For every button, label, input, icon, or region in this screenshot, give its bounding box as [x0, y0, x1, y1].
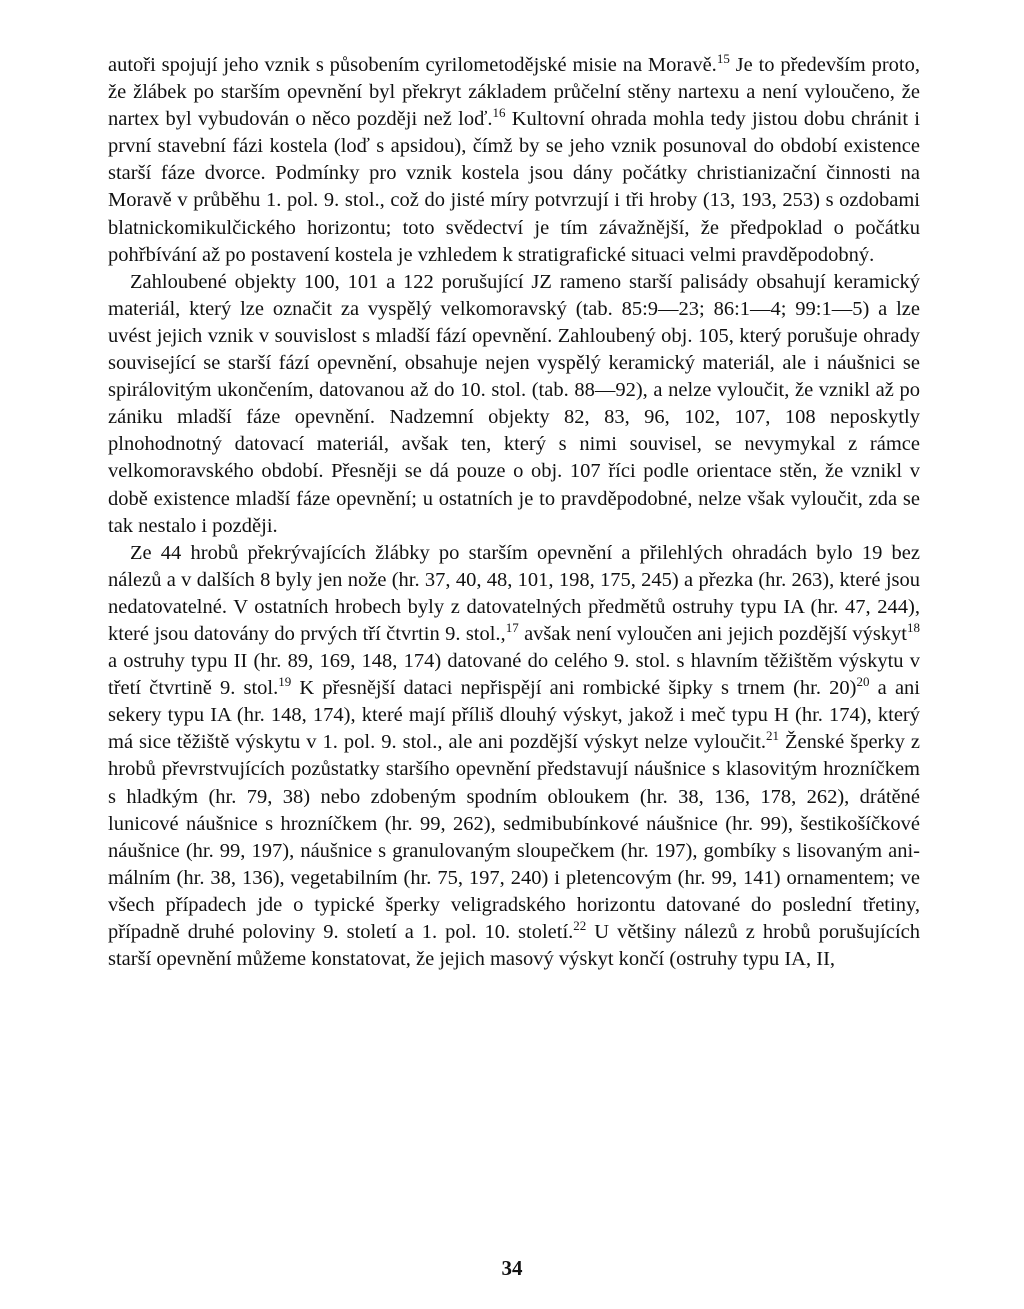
text-run: Zahloubené objekty 100, 101 a 122 porušující JZ rameno starší palisády obsahují keramický materiál, který lze označit za vyspělý velkomoravský (tab. 85:9—23; 86:1—4; 99:1—5) a lze uvést jejich vznik v souvislost s mladší fází opevnění. Zahloubený obj. 105, který porušuje ohrady související se starší fází opevnění, obsahuje nejen vyspělý keramický materiál, ale i náušnici se spirálovitým ukončením, datovanou až do 10. stol. (tab. 88—92), a nelze vyloučit, že vznikl až po zániku mladší fáze opevnění. Nadzemní objekty 82, 83, 96, 102, 107, 108 neposkytly plnohodnotný datovací materiál, avšak ten, který s nimi souvisel, se nevymykal z rámce velkomoravského období. Přesněji se dá pouze o obj. 107 říci podle orientace stěn, že vznikl v době existence mladší fáze opevnění; u ostatních je to pravděpodobné, nelze však vyloučit, zda se tak nestalo i později. [108, 270, 920, 537]
text-run: Ze 44 hrobů překrývajících žlábky po starším opevnění a přilehlých ohradách bylo 19 bez nálezů a v dalších 8 byly jen nože (hr. 37, 40, 48, 101, 198, 175, 245) a přezka (hr. 263), které jsou nedatovatelné. V ostatních hrobech byly z datovatelných předmětů ostruhy typu IA (hr. 47, 244), které jsou datovány do prvých tří čtvrtin 9. stol., [108, 541, 920, 645]
footnote-ref: 21 [766, 728, 780, 744]
text-run: a ostruhy typu II (hr. 89, 169, 148, 174) datované do celého 9. stol. s hlavním těžištěm výskytu v třetí čtvrtině 9. stol. [108, 650, 920, 700]
text-run: Je to především proto, že žlábek po starším opevnění byl překryt základem průčelní stěny nartexu a není vyloučeno, že nartex byl vybudován o něco později než loď. [108, 54, 920, 131]
text-run: autoři spojují jeho vznik s působením cyrilometodějské misie na Moravě. [108, 54, 717, 76]
footnote-ref: 17 [505, 619, 519, 635]
text-run: Ženské šperky z hrobů převrstvujících pozůstatky staršího opevnění představují náušnice s klasovitým hrozníčkem s hladkým (hr. 79, 38) nebo zdobeným spodním obloukem (hr. 38, 136, 178, 262), drátěné lunicové náušnice s hrozníčkem (hr. 99, 262), sedmibubínkové náušnice (hr. 99), šestikošíčkové náušnice (hr. 99, 197), náušnice s granulovaným sloupečkem (hr. 197), gombíky s lisovaným animálním (hr. 38, 136), vegetabilním (hr. 75, 197, 240) i pletencovým (hr. 99, 141) ornamentem; ve všech případech jde o typické šperky veligradského horizontu datované do poslední třetiny, případně druhé poloviny 9. století a 1. pol. 10. století. [108, 731, 920, 943]
page-number: 34 [501, 1256, 523, 1280]
footnote-ref: 22 [573, 918, 587, 933]
paragraph [108, 540, 920, 974]
page-body [108, 52, 920, 973]
paragraph [108, 52, 920, 269]
footnote-ref: 18 [907, 619, 920, 635]
text-run: a ani sekery typu IA (hr. 148, 174), které mají příliš dlouhý výskyt, jakož i meč typu H (hr. 174), který má sice těžiště výskytu v 1. pol. 9. stol., ale ani pozdější výskyt nelze vyloučit. [108, 677, 920, 754]
text-run: avšak není vyloučen ani jejich pozdější výskyt [518, 622, 907, 645]
text-run: U většiny nálezů z hrobů porušujících starší opevnění můžeme konstatovat, že jejich masový výskyt končí (ostruhy typu IA, II, [108, 921, 920, 971]
text-run: K přesnější dataci nepřispějí ani rombické šipky s trnem (hr. 20) [291, 677, 857, 700]
footnote-ref: 15 [716, 51, 730, 66]
footnote-ref: 20 [856, 674, 870, 690]
text-run: Kultovní ohrada mohla tedy jistou dobu chránit i první stavební fázi kostela (loď s apsidou), čímž by se jeho vznik posunoval do období existence starší fáze dvorce. Podmínky pro vznik kostela jsou dány počátky christianizační činnosti na Moravě v průběhu 1. pol. 9. stol., což do jisté míry potvrzují i tři hroby (13, 193, 253) s ozdobami blatnickomikulčického horizontu; toto svědectví je tím závažnější, že předpoklad o počátku pohřbívání až po postavení kostela je vzhledem k stratigrafické situaci velmi pravděpodobný. [108, 108, 920, 266]
footnote-ref: 19 [278, 674, 292, 690]
footnote-ref: 16 [492, 105, 506, 121]
paragraph [108, 269, 920, 540]
